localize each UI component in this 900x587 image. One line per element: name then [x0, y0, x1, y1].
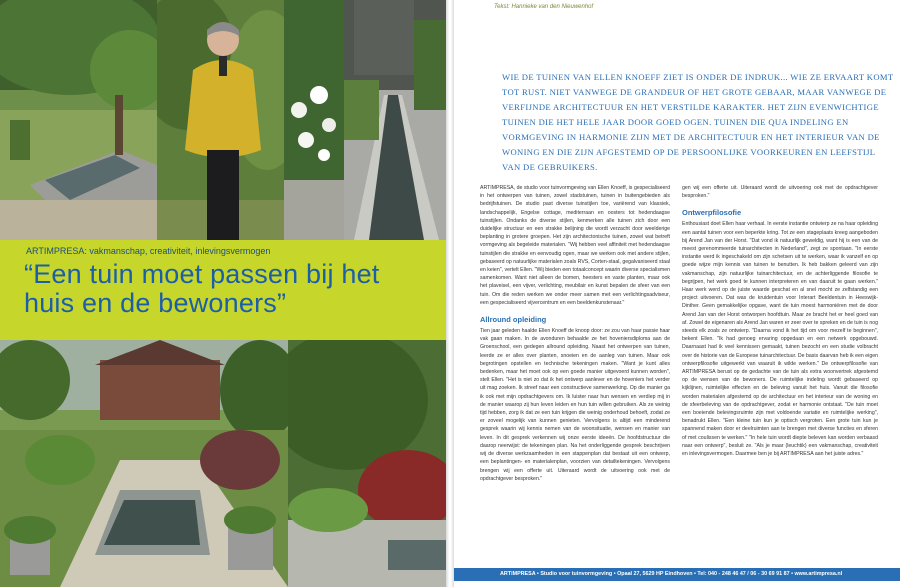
body-paragraph: Enthousiast doet Ellen haar verhaal. In eerste instantie ontwierp ze na haar opleiding een aantal tuinen voor een beperkte kring. Tot ze een stageplaats kreeg aangeboden bij Arend Jan van der Horst. "Dat vond ik natuurlijk geweldig, want hij is een van de meest gerenommeerde tuinarchitecten in Nederland", zegt ze spontaan. "In eerste instantie werd ik ingeschakeld om zijn schetsen uit te werken, waar ik vanzelf en op goede wijze mijn kennis van tuinen te benutten. Ik heb bakken geleerd van zijn vakmanschap, zijn natuurlijke tuinarchitectuur, en de achterliggende filosofie te begrijpen, het werk goed te kunnen interpreteren en van daaruit te gaan werken." Haar werk werd op de juiste waarde geschat en al snel mocht ze zelfstandig een project uitvoeren. Dat was de kruidentuin voor Interart Beeldentuin in Heeswijk-Dinther. Geen gemakkelijke opgave, want de tuin moest harmoniëren met de door Arend Jan van der Horst ontworpen hoofdtuin. Maar ze bracht het er heel goed van af. Zowel de eigenaren als Arend Jan waren er zeer over te spreken en de tuin is nog steeds elk zoals ze ontwierp. "Daarna vond ik het tijd om voor mezelf te beginnen", bekent Ellen. "Ik had genoeg ervaring opgedaan en een netwerk opgebouwd. Daarnaast had ik veel kennissen gemaakt, tuinen bezocht en een studie volbracht over de historie van de Europese tuinarchitectuur. De basis daarvan heb ik een eigen ontwerpfilosofie uitgewerkt van waaruit ik wilde werken." De ontwerpfilosofie van ARTIMPRESA berust op de gedachte van de tuin als extra woonvertrek afgestemd op de wensen van de bewoners. De ruimtelijke indeling wordt gebaseerd op kijklijnen, ruimtelijke effecten en de beleving vanuit het huis. Vanuit die filosofie worden materialen afgestemd op de architectuur en het interieur van de woning en de sfeerbeleving van de opdrachtgever, zodat er harmonie ontstaat. "De tuin moet een boeiende belevingsruimte zijn met voldoende variatie en ruimtelijke werking", benadrukt Ellen. "Een kleine tuin kun je optisch vergroten. Een grote tuin kun je spannend maken door er deelruimten aan te brengen met diverse functies en sferen of met coulissen te werken." "In hele tuin wordt diepte beleven kan worden verbaasd naar een ontwerp", besluit ze. "Als je maar (leuchtik) een vakmanschap, creativiteit en inlevingsvermogen. Daarmee ben je bij ARTIMPRESA aan het juiste adres.": [682, 221, 878, 458]
white-roses-photo: [284, 0, 344, 240]
left-page: [0, 0, 446, 587]
garden-corner-photo: [288, 340, 446, 587]
garden-pond-photo: [0, 0, 157, 240]
body-paragraph: gen wij een offerte uit. Uiteraard wordt de uitvoering ook met de opdrachtgever besproken.": [682, 185, 878, 200]
page-gutter: [446, 0, 454, 587]
headline-quote: “Een tuin moet passen bij het huis en de bewoners”: [24, 259, 380, 318]
contact-footer: [454, 568, 900, 581]
portrait-photo: [157, 0, 284, 240]
intro-paragraph: WIE DE TUINEN VAN ELLEN KNOEFF ZIET IS ONDER DE INDRUK... WIE ZE ERVAART KOMT TOT RUST. NIET VANWEGE DE GRANDEUR OF HET GROTE GEBAAR, MAAR VANWEGE DE VERFIJNDE ARCHITECTUUR EN HET VERSTILDE KARAKTER. HET ZIJN EVENWICHTIGE TUINEN DIE HET HELE JAAR DOOR GOED OGEN. TUINEN DIE QUA INDELING EN VORMGEVING IN HARMONIE ZIJN MET DE ARCHITECTUUR EN HET INTERIEUR VAN DE WONING EN DIE ZIJN AFGESTEMD OP DE PERSOONLIJKE VOORKEUREN EN LEEFSTIJL VAN DE GEBRUIKERS.: [502, 72, 894, 172]
garden-path-photo: [0, 340, 288, 587]
banner-tagline: ARTIMPRESA: vakmanschap, creativiteit, inlevingsvermogen: [26, 246, 271, 256]
section-heading: Allround opleiding: [480, 315, 547, 325]
footer-contact-text: ARTIMPRESA • Studio voor tuinvormgeving • Opaal 27, 5629 HP Eindhoven • Tel: 040 - 248 46 47 / 06 - 30 69 91 87 • www.artimpresa.nl: [500, 571, 843, 577]
body-paragraph: ARTIMPRESA, de studio voor tuinvormgeving van Ellen Knoeff, is gespecialiseerd in het ontwerpen van tuinen, zowel stadstuinen, tuinen in buitengebieden als bedrijfstuinen. De studio past diverse tuinstijlen toe, variërend van klassiek, landschappelijk, Engelse cottage, mediterraan en oosters tot hedendaagse tuinstijlen. Ondanks de diverse stijlen, kenmerken alle tuinen zich door een duidelijke structuur en een strakke belijning die wordt verzacht door weelderige beplanting in grotere groepen. Het zijn architectonische tuinen, zowel wat betreft vormgeving als begeleide materialen. "Wij hebben veel affiniteit met hedendaagse tuinstijlen die strakke en eenvoudig ogen, maar we werken ook met andere stijlen, gebaseerd op natuurlijke materialen zoals RVS, Corten-staal, gegalvaniseerd staal en keien", vertelt Ellen. "Wij bieden een totaalconcept waarin diverse specialismen samenkomen. Want niet alleen de bomen, heesters en vaste planten, maar ook het plaveisel, een vijver, verlichting, meubilair en kunst bepalen de sfeer van een tuin. Om die reden werken we onder meer samen met een verlichtingsadviseur, een gespecialiseerd vijvercentrum en een beeldenkunstenaar.": [480, 185, 670, 306]
right-page: [454, 0, 900, 587]
water-canal-photo: [344, 0, 446, 240]
article-byline: Tekst: Hannieke van den Nieuwenhof: [494, 4, 594, 10]
section-heading: Ontwerpfilosofie: [682, 208, 742, 218]
headline-banner: [0, 240, 446, 340]
article-column-2: [682, 184, 878, 466]
article-column-1: [480, 184, 670, 491]
body-paragraph: Tien jaar geleden haalde Ellen Knoeff de knoop door: ze zou van haar passie haar vak gaan maken. In de avonduren behaalde ze het hoveniersdiploma aan de Groenschool, een gedegen allround opleiding. Naast het ontwerpen van tuinen, leerde ze er alles over planten, snoeien en de aanleg van tuinen. Maar ook begrotingen opstellen en technische tekeningen maken. "Want je kunt alles bedenken, maar het moet ook op een goede manier uitgevoerd kunnen worden", stelt Ellen. "Het is niet zo dat ik het ontwerp aanlever en de hoveniers het verder uit mag zoeken. Ik streef naar een constructieve samenwerking. Op die manier ga ik ook met mijn opdrachtgevers om. Ik luister naar hun wensen en verdiep mij in de manier waarop zij hun leven leiden en hun tuin willen gebruiken. Als ze weinig tijd hebben, zorg ik dat ze een tuin krijgen die weinig onderhoud behoeft, zodat ze er zoveel mogelijk van kunnen genieten. Vervolgens is altijd een minderend gesprek waarin wij kennis nemen van de woonsituatie, wensen en manier van leven. In dit gesprek verkennen wij onze eerste ideeën. De hoofdstructuur die daarop neerwijst: de tekeningen plan. Na het onderliggende gesprek beschrijven wij de diverse werkzaamheden in een stappenplan dat bestaat uit een ontwerp, een beplantingen- en materialenplan, voorzien van detailtekeningen. Vervolgens brengen wij een offerte uit. Uiteraard wordt de uitvoering ook met de opdrachtgever besproken.": [480, 328, 670, 482]
